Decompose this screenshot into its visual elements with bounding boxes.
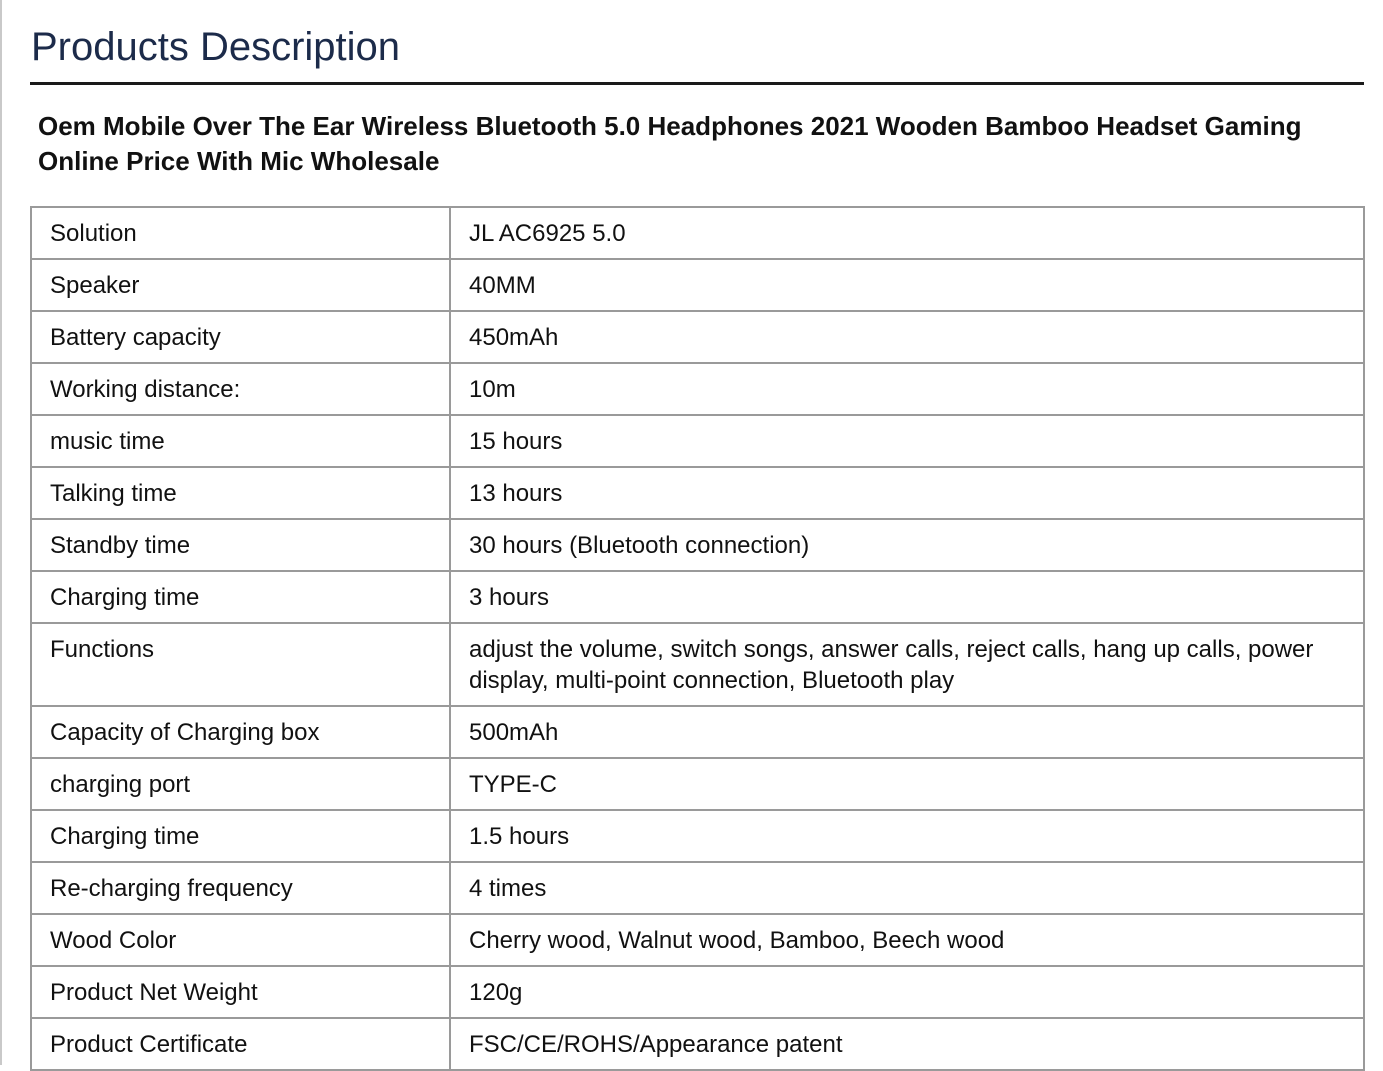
spec-table (30, 206, 1365, 1071)
table-row (31, 519, 1364, 571)
spec-key: Product Certificate (31, 1018, 450, 1070)
spec-value: FSC/CE/ROHS/Appearance patent (450, 1018, 1364, 1070)
spec-key: charging port (31, 758, 450, 810)
spec-key: Capacity of Charging box (31, 706, 450, 758)
table-row (31, 1018, 1364, 1070)
table-row (31, 623, 1364, 706)
spec-value: 500mAh (450, 706, 1364, 758)
spec-value: 15 hours (450, 415, 1364, 467)
spec-key: Charging time (31, 571, 450, 623)
table-row (31, 571, 1364, 623)
spec-value: 450mAh (450, 311, 1364, 363)
spec-key: Product Net Weight (31, 966, 450, 1018)
spec-key: Functions (31, 623, 450, 706)
spec-value: 1.5 hours (450, 810, 1364, 862)
spec-key: Charging time (31, 810, 450, 862)
product-title: Oem Mobile Over The Ear Wireless Bluetooth 5.0 Headphones 2021 Wooden Bamboo Headset Gaming Online Price With Mic Wholesale (38, 111, 1302, 176)
table-row (31, 311, 1364, 363)
spec-key: Battery capacity (31, 311, 450, 363)
spec-value: Cherry wood, Walnut wood, Bamboo, Beech wood (450, 914, 1364, 966)
spec-value: 13 hours (450, 467, 1364, 519)
spec-key: Solution (31, 207, 450, 259)
table-row (31, 810, 1364, 862)
spec-value: 40MM (450, 259, 1364, 311)
spec-value: adjust the volume, switch songs, answer calls, reject calls, hang up calls, power display, multi-point connection, Bluetooth play (450, 623, 1364, 706)
table-row (31, 415, 1364, 467)
table-row (31, 259, 1364, 311)
spec-key: Working distance: (31, 363, 450, 415)
table-row (31, 467, 1364, 519)
spec-key: Re-charging frequency (31, 862, 450, 914)
spec-key: Standby time (31, 519, 450, 571)
page-title: Products Description (31, 25, 401, 69)
table-row (31, 862, 1364, 914)
table-row (31, 914, 1364, 966)
spec-key: Talking time (31, 467, 450, 519)
table-row (31, 706, 1364, 758)
spec-value: JL AC6925 5.0 (450, 207, 1364, 259)
spec-key: music time (31, 415, 450, 467)
spec-value: 30 hours (Bluetooth connection) (450, 519, 1364, 571)
spec-value: 10m (450, 363, 1364, 415)
table-row (31, 363, 1364, 415)
spec-value: TYPE-C (450, 758, 1364, 810)
left-border (0, 0, 2, 1065)
section-header (30, 22, 1364, 85)
spec-key: Speaker (31, 259, 450, 311)
table-row (31, 758, 1364, 810)
spec-value: 3 hours (450, 571, 1364, 623)
table-row (31, 966, 1364, 1018)
spec-table-body (31, 207, 1364, 1070)
table-row (31, 207, 1364, 259)
spec-value: 120g (450, 966, 1364, 1018)
spec-key: Wood Color (31, 914, 450, 966)
spec-value: 4 times (450, 862, 1364, 914)
